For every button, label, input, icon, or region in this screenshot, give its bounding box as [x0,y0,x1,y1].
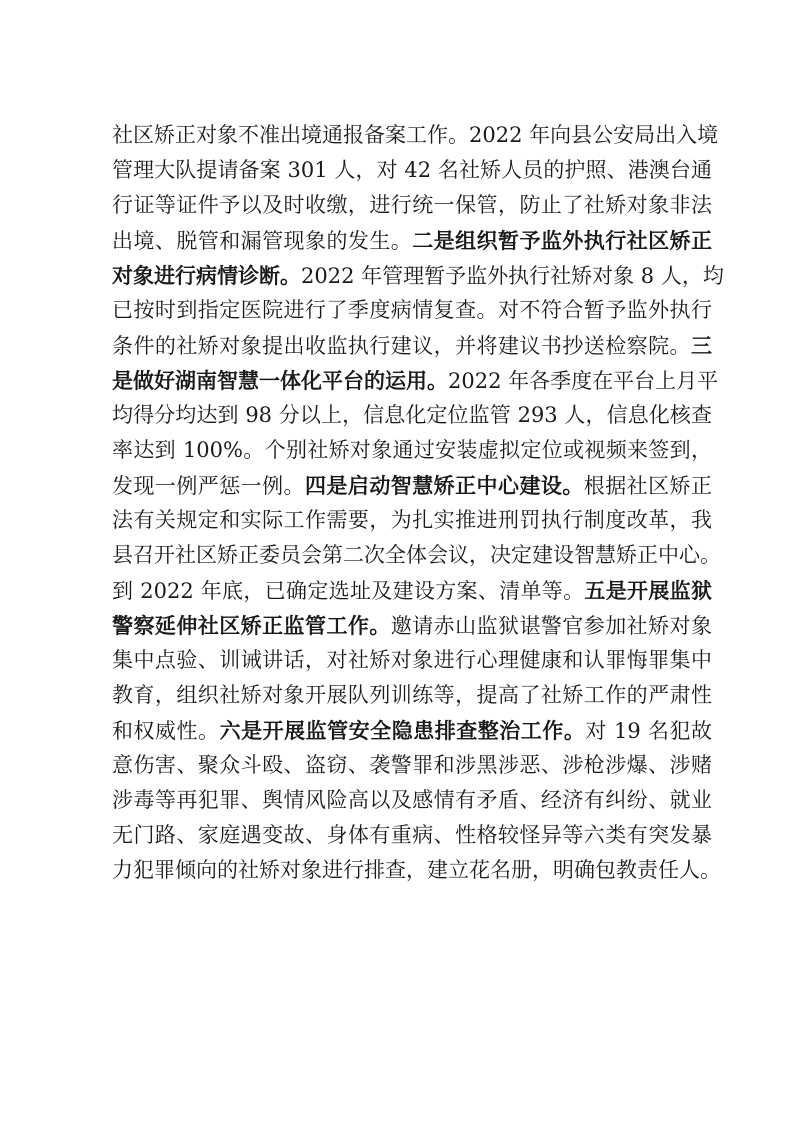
bold-heading-segment: 四是启动智慧矫正中心建设。 [305,473,584,498]
text-segment: 意伤害、聚众斗殴、盗窃、袭警罪和涉黑涉恶、涉枪涉爆、涉赌 [112,753,712,777]
text-segment: 涉毒等再犯罪、舆情风险高以及感情有矛盾、经济有纠纷、就业 [112,788,712,812]
text-segment: 力犯罪倾向的社矫对象进行排查，建立花名册，明确包教责任人。 [112,858,721,882]
text-segment: 集中点验、训诫讲话，对社矫对象进行心理健康和认罪悔罪集中 [112,648,712,672]
text-segment: 法有关规定和实际工作需要，为扎实推进刑罚执行制度改革，我 [112,508,712,532]
text-line [112,118,719,153]
text-segment: 管理大队提请备案 301 人，对 42 名社矫人员的护照、港澳台通 [112,158,712,182]
text-segment: 均得分均达到 98 分以上，信息化定位监管 293 人，信息化核查 [112,403,712,427]
text-line [112,293,712,328]
bold-heading-segment: 五是开展监狱 [584,578,712,603]
text-segment: 行证等证件予以及时收缴，进行统一保管，防止了社矫对象非法 [112,193,712,217]
body-text [112,118,724,888]
text-line [112,608,712,643]
bold-heading-segment: 三 [691,333,712,358]
text-line [112,678,712,713]
text-segment: 社区矫正对象不准出境通报备案工作。2022 年向县公安局出入境 [112,123,719,147]
text-segment: 对 19 名犯故 [585,719,712,743]
bold-heading-segment: 警察延伸社区矫正监管工作。 [112,613,391,638]
text-line [112,153,712,188]
text-segment: 发现一例严惩一例。 [112,474,305,498]
text-line [112,713,712,748]
text-line [112,783,712,818]
text-line [112,433,712,468]
text-line [112,258,724,293]
bold-heading-segment: 对象进行病情诊断。 [112,263,301,288]
text-line [112,398,712,433]
bold-heading-segment: 二是组织暂予监外执行社区矫正 [412,228,713,253]
text-line [112,748,712,783]
text-line [112,363,719,398]
text-segment: 根据社区矫正 [583,474,713,498]
text-line [112,538,721,573]
text-line [112,328,712,363]
text-segment: 已按时到指定医院进行了季度病情复查。对不符合暂予监外执行 [112,298,712,322]
text-segment: 出境、脱管和漏管现象的发生。 [112,229,413,253]
text-segment: 条件的社矫对象提出收监执行建议，并将建议书抄送检察院。 [112,334,691,358]
text-segment: 2022 年管理暂予监外执行社矫对象 8 人，均 [301,264,724,288]
text-line [112,503,712,538]
text-segment: 县召开社区矫正委员会第二次全体会议，决定建设智慧矫正中心。 [112,543,721,567]
text-segment: 邀请赤山监狱谌警官参加社矫对象 [390,614,713,638]
text-segment: 和权威性。 [112,719,220,743]
text-line [112,188,712,223]
bold-heading-segment: 是做好湖南智慧一体化平台的运用。 [112,368,448,393]
text-segment: 2022 年各季度在平台上月平 [448,369,719,393]
bold-heading-segment: 六是开展监管安全隐患排查整治工作。 [219,718,586,743]
text-line [112,643,712,678]
text-line [112,223,712,258]
text-line [112,853,721,888]
text-segment: 无门路、家庭遇变故、身体有重病、性格较怪异等六类有突发暴 [112,823,712,847]
text-segment: 到 2022 年底，已确定选址及建设方案、清单等。 [112,579,585,603]
text-segment: 率达到 100%。个别社矫对象通过安装虚拟定位或视频来签到， [112,438,712,462]
text-line [112,468,712,503]
text-line [112,573,712,608]
text-segment: 教育，组织社矫对象开展队列训练等，提高了社矫工作的严肃性 [112,683,712,707]
text-line [112,818,712,853]
